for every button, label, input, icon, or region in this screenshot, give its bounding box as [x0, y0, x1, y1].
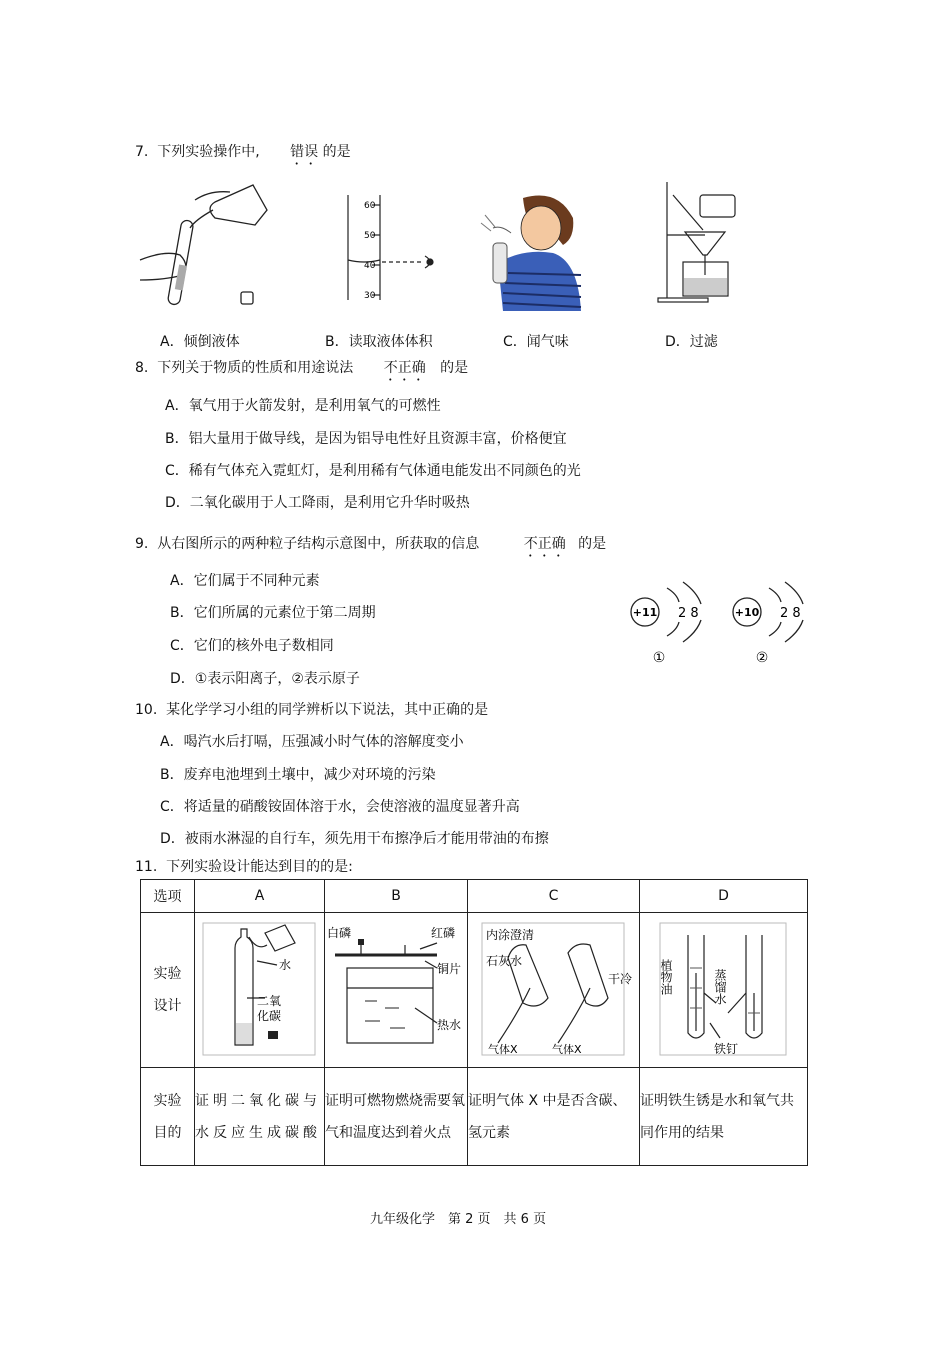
label-white-phosphorus: 白磷: [327, 926, 352, 940]
q10-option-b: B．废弃电池埋到土壤中，减少对环境的污染: [160, 767, 436, 783]
label-gas-x-2: 气体X: [552, 1043, 582, 1056]
q8-option-d: D．二氧化碳用于人工降雨，是利用它升华时吸热: [165, 495, 470, 511]
tick-60: 60: [364, 201, 376, 211]
q11-stem: 11. 下列实验设计能达到目的的是:: [135, 859, 353, 875]
page-footer: 九年级化学 第 2 页 共 6 页: [370, 1212, 547, 1227]
header-a: A: [195, 880, 325, 913]
q10-option-c: C．将适量的硝酸铵固体溶于水，会使溶液的温度显著升高: [160, 799, 520, 815]
particle1-nucleus: +11: [632, 606, 658, 619]
particle1-shells: 2 8: [678, 606, 699, 621]
q11-experiment-table: [140, 879, 808, 1166]
pouring-liquid-figure: [135, 180, 270, 310]
label-co2-line1: 二氧: [257, 994, 282, 1008]
design-b-cell: [325, 913, 468, 1068]
q7-option-b: B．读取液体体积: [325, 334, 433, 350]
label-gas-x-1: 气体X: [488, 1043, 518, 1056]
design-d-figure: [640, 913, 807, 1063]
particle2-nucleus: +10: [734, 606, 760, 619]
header-b: B: [325, 880, 468, 913]
q10-option-a: A．喝汽水后打嗝，压强减小时气体的溶解度变小: [160, 734, 464, 750]
purpose-b: 证明可燃物燃烧需要氧气和温度达到着火点: [325, 1068, 468, 1166]
design-c-cell: [468, 913, 640, 1068]
row-label-design: 实验 设计: [141, 913, 195, 1068]
smelling-gas-figure: [463, 183, 583, 311]
header-c: C: [468, 880, 640, 913]
q7-option-c: C．闻气味: [503, 334, 569, 350]
tick-30: 30: [364, 291, 376, 301]
label-vegetable-oil: 植物油: [659, 959, 673, 995]
q9-option-a: A．它们属于不同种元素: [170, 573, 320, 589]
particle2-label: ②: [755, 650, 769, 666]
particle-structure-diagram: [625, 580, 810, 670]
q8-option-a: A．氧气用于火箭发射，是利用氧气的可燃性: [165, 398, 441, 414]
label-hot-water: 热水: [437, 1018, 462, 1032]
particle2-shells: 2 8: [780, 606, 801, 621]
label-copper-sheet: 铜片: [437, 962, 462, 976]
design-a-figure: [195, 913, 324, 1063]
q10-option-d: D．被雨水淋湿的自行车，须先用干布擦净后才能用带油的布擦: [160, 831, 549, 847]
filtration-figure: [655, 180, 740, 305]
tick-50: 50: [364, 231, 376, 241]
graduated-cylinder-figure: [340, 190, 450, 305]
design-b-figure: [325, 913, 467, 1063]
design-a-cell: [195, 913, 325, 1068]
q8-option-b: B．铝大量用于做导线，是因为铝导电性好且资源丰富，价格便宜: [165, 431, 567, 447]
q9-stem: 9. 从右图所示的两种粒子结构示意图中，所获取的信息 不正确 的是: [135, 536, 607, 552]
label-distilled-water: 蒸馏水: [713, 969, 727, 1005]
q9-option-b: B．它们所属的元素位于第二周期: [170, 605, 376, 621]
label-lime-coating-2: 石灰水: [486, 954, 523, 968]
label-co2-line2: 化碳: [257, 1009, 282, 1023]
design-d-cell: [640, 913, 808, 1068]
q8-option-c: C．稀有气体充入霓虹灯，是利用稀有气体通电能发出不同颜色的光: [165, 463, 581, 479]
label-red-phosphorus: 红磷: [431, 926, 456, 940]
q7-option-d: D．过滤: [665, 334, 718, 350]
purpose-d: 证明铁生锈是水和氧气共同作用的结果: [640, 1068, 808, 1166]
q8-stem: 8. 下列关于物质的性质和用途说法 不正确 的是: [135, 360, 469, 376]
particle1-label: ①: [652, 650, 666, 666]
q9-option-d: D．①表示阳离子，②表示原子: [170, 671, 360, 687]
tick-40: 40: [364, 261, 376, 271]
q9-option-c: C．它们的核外电子数相同: [170, 638, 334, 654]
label-dry-cold: 干冷: [608, 972, 633, 986]
q7-option-a: A．倾倒液体: [160, 334, 240, 350]
row-label-purpose: 实验 目的: [141, 1068, 195, 1166]
purpose-c: 证明气体 X 中是否含碳、氢元素: [468, 1068, 640, 1166]
label-lime-coating-1: 内涂澄清: [486, 928, 535, 942]
q7-emphasis: 错误: [290, 144, 319, 160]
design-c-figure: [468, 913, 639, 1063]
q7-stem: 7. 下列实验操作中, 错误 的是: [135, 144, 351, 160]
q10-stem: 10. 某化学学习小组的同学辨析以下说法，其中正确的是: [135, 702, 489, 718]
header-d: D: [640, 880, 808, 913]
purpose-a: 证明二氧化碳与水反应生成碳酸: [195, 1068, 325, 1166]
label-iron-nail: 铁钉: [714, 1042, 739, 1056]
label-water: 水: [279, 958, 292, 972]
header-option: 选项: [141, 880, 195, 913]
